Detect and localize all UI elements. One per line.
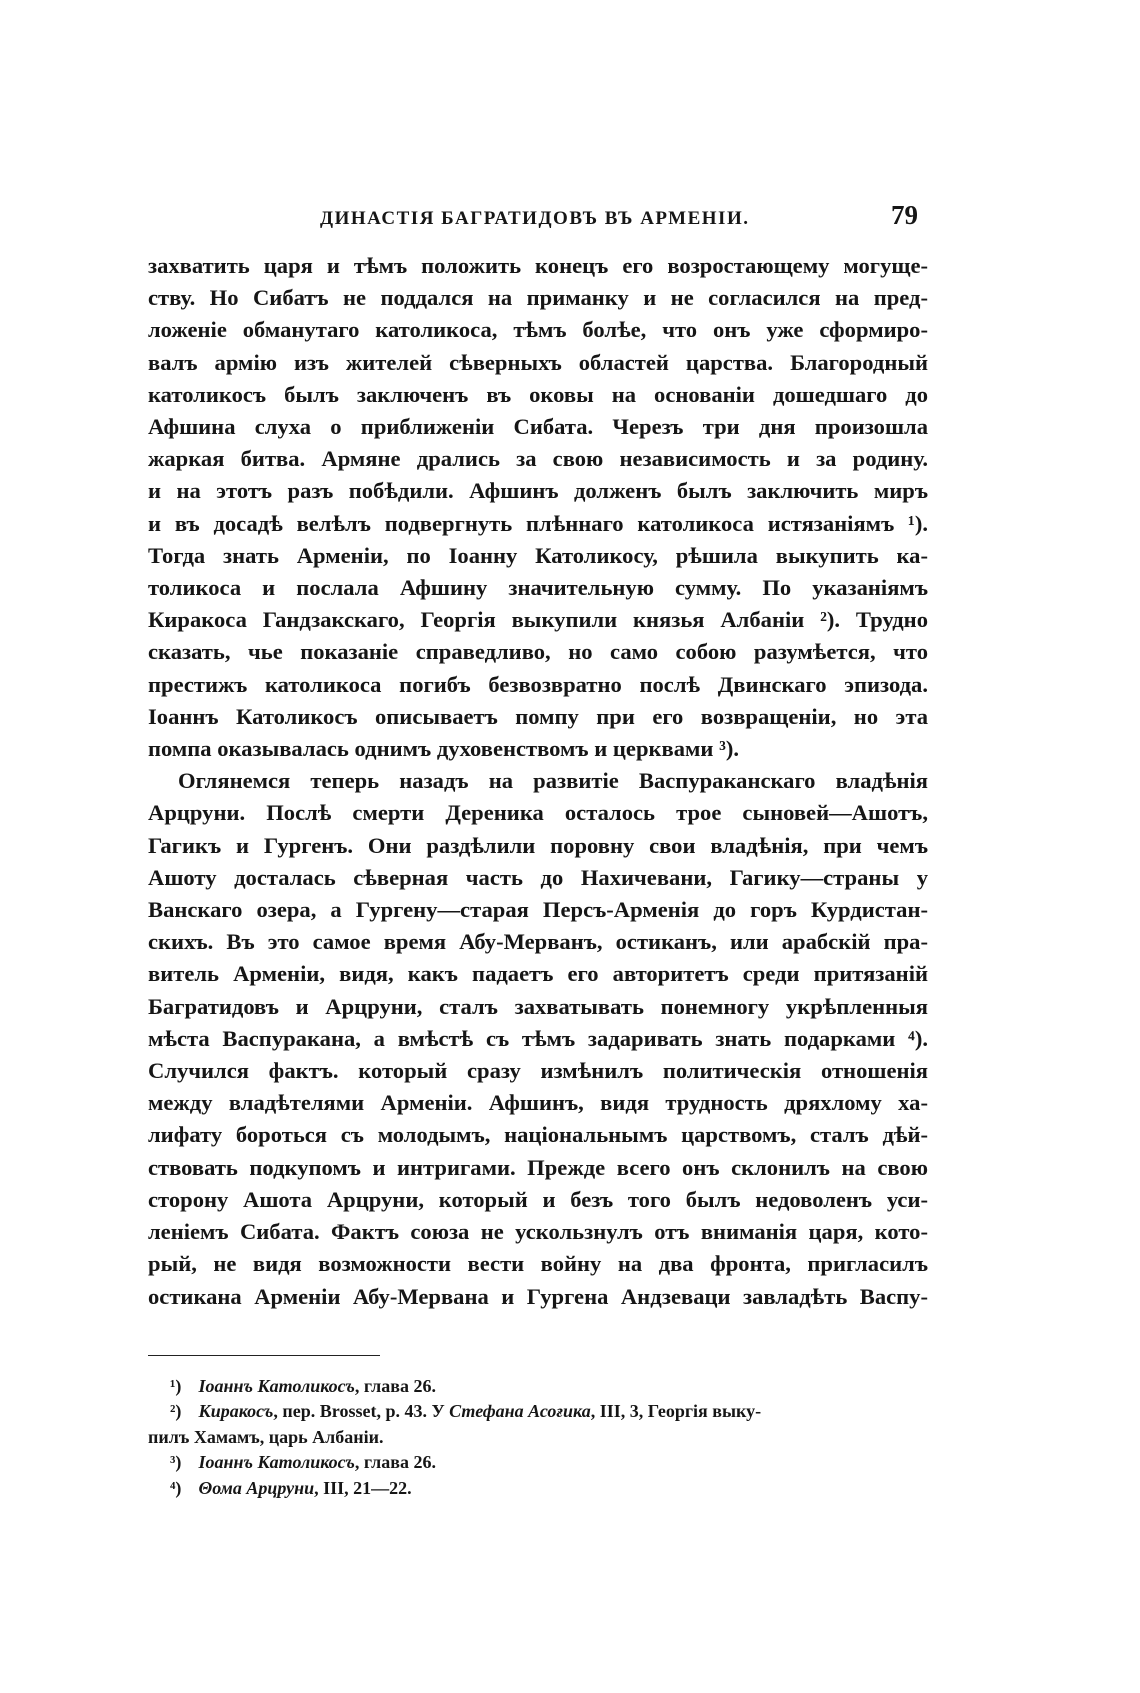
text-line: Случился фактъ. который сразу измѣнилъ политическія отношенія: [148, 1058, 928, 1084]
book-page: [148, 198, 928, 1501]
text-line: помпа оказывалась однимъ духовенствомъ и церквами ³).: [148, 736, 740, 762]
paragraph-1: [148, 250, 928, 765]
footnote-1: [148, 1374, 928, 1400]
footnote-author: Киракосъ: [198, 1401, 274, 1422]
text-line: между владѣтелями Арменіи. Афшинъ, видя трудность дряхлому ха-: [148, 1090, 928, 1116]
footnote-author: Θома Арцруни: [198, 1477, 315, 1498]
footnote-text: , III, 3, Георгія выку-: [590, 1401, 762, 1422]
main-text: [148, 250, 928, 1313]
footnote-3: [148, 1450, 928, 1476]
text-line: и въ досадѣ велѣлъ подвергнуть плѣннаго католикоса истязаніямъ ¹).: [148, 510, 928, 536]
text-line: Іоаннъ Католикосъ описываетъ помпу при его возвращеніи, но эта: [148, 703, 928, 729]
footnote-number: ³): [170, 1452, 182, 1473]
footnote-text: , глава 26.: [354, 1452, 437, 1473]
text-line: рый, не видя возможности вести войну на два фронта, пригласилъ: [148, 1251, 928, 1277]
text-line: толикоса и послала Афшину значительную сумму. По указаніямъ: [148, 575, 928, 601]
footnote-author: Іоаннъ Католикосъ: [198, 1375, 355, 1396]
footnotes: [148, 1374, 928, 1502]
footnote-divider: [148, 1355, 380, 1356]
page-number: 79: [891, 200, 918, 230]
paragraph-2: [148, 765, 928, 1312]
footnote-text: , глава 26.: [354, 1375, 437, 1396]
footnote-4: [148, 1476, 928, 1502]
text-line: Ашоту досталась сѣверная часть до Нахичевани, Гагику—страны у: [148, 864, 928, 890]
text-line: Багратидовъ и Арцруни, сталъ захватывать понемногу укрѣпленныя: [148, 993, 928, 1019]
footnote-author: Стефана Асоғика: [449, 1401, 591, 1422]
text-line: Оглянемся теперь назадъ на развитіе Васпураканскаго владѣнія: [178, 768, 928, 794]
text-line: валъ армію изъ жителей сѣверныхъ областей царства. Благородный: [148, 349, 928, 375]
footnote-number: ¹): [170, 1375, 182, 1396]
text-line: ствовать подкупомъ и интригами. Прежде всего онъ склонилъ на свою: [148, 1154, 928, 1180]
footnote-2: [148, 1399, 928, 1425]
footnote-number: ²): [170, 1401, 182, 1422]
text-line: витель Арменіи, видя, какъ падаетъ его авторитетъ среди притязаній: [148, 961, 928, 987]
text-line: жаркая битва. Армяне дрались за свою независимость и за родину.: [148, 446, 928, 472]
text-line: остикана Арменіи Абу-Мервана и Гургена Андзеваци завладѣть Васпу-: [148, 1283, 928, 1309]
text-line: сказать, чье показаніе справедливо, но само собою разумѣется, что: [148, 639, 928, 665]
text-line: сторону Ашота Арцруни, который и безъ того былъ недоволенъ уси-: [148, 1186, 928, 1212]
running-head: [148, 198, 928, 238]
text-line: Афшина слуха о приближеніи Сибата. Черезъ три дня произошла: [148, 414, 928, 440]
text-line: ству. Но Сибатъ не поддался на приманку и не согласился на пред-: [148, 285, 928, 311]
text-line: престижъ католикоса погибъ безвозвратно послѣ Двинскаго эпизода.: [148, 671, 928, 697]
text-line: Гагикъ и Гургенъ. Они раздѣлили поровну свои владѣнія, при чемъ: [148, 832, 928, 858]
running-title: ДИНАСТІЯ БАГРАТИДОВЪ ВЪ АРМЕНІИ.: [320, 208, 750, 229]
footnote-text: , пер. Brosset, p. 43. У: [273, 1401, 450, 1422]
footnote-text: , III, 21—22.: [314, 1477, 412, 1498]
text-line: скихъ. Въ это самое время Абу-Мерванъ, остиканъ, или арабскій пра-: [148, 929, 928, 955]
text-line: Киракоса Гандзакскаго, Георгія выкупили князья Албаніи ²). Трудно: [148, 607, 928, 633]
text-line: Тогда знать Арменіи, по Іоанну Католикосу, рѣшила выкупить ка-: [148, 542, 928, 568]
footnote-number: ⁴): [170, 1477, 182, 1498]
text-line: Ванскаго озера, а Гургену—старая Перcъ-Арменія до горъ Курдистан-: [148, 897, 928, 923]
text-line: Арцруни. Послѣ смерти Дереника осталось трое сыновей—Ашотъ,: [148, 800, 928, 826]
text-line: мѣста Васпуракана, а вмѣстѣ съ тѣмъ задаривать знать подарками ⁴).: [148, 1025, 928, 1051]
text-line: лифату бороться съ молодымъ, національнымъ царствомъ, сталъ дѣй-: [148, 1122, 928, 1148]
text-line: и на этотъ разъ побѣдили. Афшинъ долженъ былъ заключить миръ: [148, 478, 928, 504]
text-line: ложеніе обманутаго католикоса, тѣмъ болѣе, что онъ уже сформиро-: [148, 317, 928, 343]
footnote-2-continuation: пилъ Хамамъ, царь Албаніи.: [148, 1426, 384, 1447]
footnote-author: Іоаннъ Католикосъ: [198, 1452, 355, 1473]
text-line: леніемъ Сибата. Фактъ союза не ускользнулъ отъ вниманія царя, кото-: [148, 1219, 928, 1245]
text-line: католикосъ былъ заключенъ въ оковы на основаніи дошедшаго до: [148, 381, 928, 407]
text-line: захватить царя и тѣмъ положить конецъ его возростающему могуще-: [148, 253, 928, 278]
